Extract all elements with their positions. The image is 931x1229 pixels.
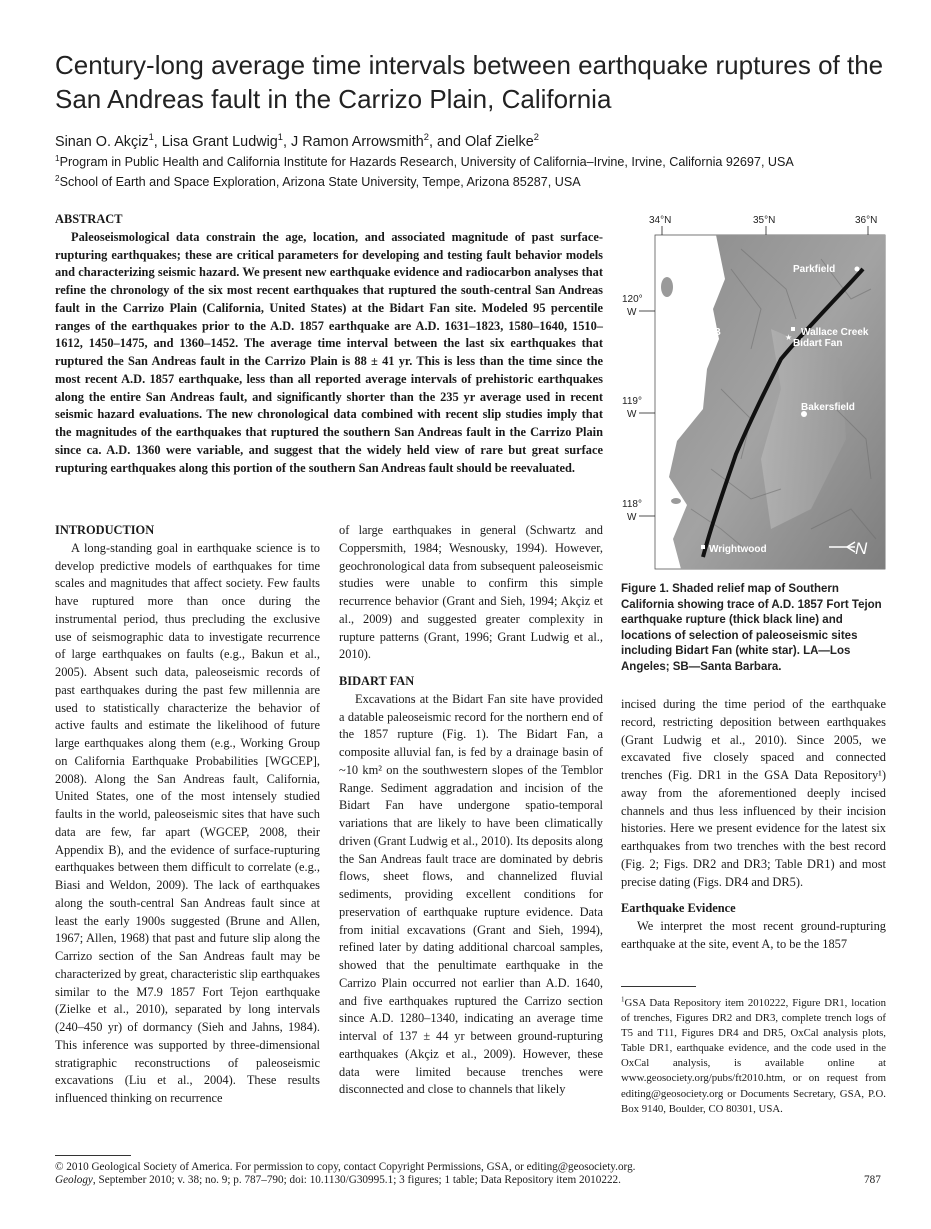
label-wallace-creek: Wallace Creek	[801, 327, 869, 338]
introduction-paragraph-continued: of large earthquakes in general (Schwartz and Coppersmith, 1984; Wesnousky, 1994). However, geochronological data from subsequent paleoseismic studies were unable to confirm this simple recurrence behavior (Grant and Sieh, 1994; Akçiz et al., 2009) and suggested greater complexity in rupture patterns (Grant, 1996; Grant Ludwig et al., 2010).	[339, 523, 603, 662]
lon-dir: W	[627, 307, 637, 318]
column-3	[621, 696, 886, 954]
author-separator: ,	[283, 134, 291, 150]
author-list	[55, 133, 539, 151]
label-bakersfield: Bakersfield	[801, 402, 855, 413]
abstract-text: Paleoseismological data constrain the age, location, and associated magnitude of past surface-rupturing earthquakes; these are critical parameters for developing and testing fault behavior models and characterizing seismic hazard. We present new earthquake evidence and radiocarbon analyses that refine the chronology of the six most recent earthquakes that ruptured the south-central San Andreas fault in the Carrizo Plain (California, United States) at the Bidart Fan site. Modeled 95 percentile ranges of the earthquakes prior to the A.D. 1857 earthquake are A.D. 1631–1823, 1580–1640, 1510–1612, 1450–1475, and 1360–1452. The average time interval between the last six earthquakes that ruptured the San Andreas fault in the Carrizo Plain is 88 ± 41 yr. This is less than the time since the most recent A.D. 1857 earthquake, less than all reported average intervals of prehistoric earthquakes along the entire San Andreas fault, and significantly shorter than the 235 yr average used in recent seismic hazard evaluations. The new chronological data combined with recent slip studies imply that the magnitudes of the earthquakes that ruptured the southern San Andreas fault in the Carrizo Plain since ca. A.D. 1360 were variable, and suggest that the widely held view of rare but great surface rupturing earthquakes along this portion of the southern San Andreas fault should be reevaluated.	[55, 229, 603, 475]
label-los-angeles: LA	[660, 491, 674, 502]
lon-label: 120°	[622, 294, 643, 305]
affiliation-1	[55, 154, 794, 170]
bidart-fan-star-icon: ★	[785, 333, 793, 342]
lon-dir: W	[627, 512, 637, 523]
earthquake-evidence-paragraph: We interpret the most recent ground-rupturing earthquake at the site, event A, to be the 1857	[621, 919, 886, 951]
footnote-text: GSA Data Repository item 2010222, Figure DR1, location of trenches, Figures DR2 and DR3, complete trench logs of T5 and T11, Figures DR4 and DR5, OxCal analysis plots, Table DR1, earthquake evidence, and the code used in the OxCal analysis, is available online at www.geosociety.org/pubs/ft2010.htm, or on request from editing@geosociety.org or Documents Secretary, GSA, P.O. Box 9140, Boulder, CO 80301, USA.	[621, 997, 886, 1115]
abstract-section	[55, 211, 603, 477]
label-parkfield: Parkfield	[793, 264, 836, 275]
author-separator: ,	[153, 134, 162, 150]
article-title: Century-long average time intervals between earthquake ruptures of the San Andreas fault in the Carrizo Plain, California	[55, 50, 884, 114]
column-2	[339, 522, 603, 1099]
lat-label: 35°N	[753, 215, 776, 226]
affiliation-mark: 1	[55, 153, 60, 163]
abstract-heading: ABSTRACT	[55, 212, 123, 226]
lon-label: 118°	[622, 499, 642, 510]
earthquake-evidence-heading: Earthquake Evidence	[621, 901, 736, 916]
lon-label: 119°	[622, 396, 642, 407]
parkfield-marker	[855, 267, 860, 272]
north-label: N	[855, 539, 868, 558]
author-separator: , and	[428, 134, 465, 150]
footnote	[621, 996, 886, 1117]
journal-name: Geology	[55, 1174, 93, 1186]
footer-divider	[55, 1155, 131, 1156]
wrightwood-marker	[701, 545, 705, 549]
wallace-creek-marker	[791, 327, 795, 331]
affiliation-mark: 2	[55, 173, 60, 183]
author-affiliation-mark: 1	[148, 132, 154, 143]
affiliation-text: School of Earth and Space Exploration, Arizona State University, Tempe, Arizona 85287, USA	[59, 175, 581, 189]
introduction-paragraph: A long-standing goal in earthquake science is to develop predictive models of earthquakes for time scales and magnitudes that affect society. Few faults have ruptured more than once during the instrumental period, thus precluding the exclusive use of seismographic data to investigate recurrence of large earthquakes on faults (e.g., Bakun et al., 2005). Absent such data, paleoseismic records of past earthquakes during the past few millennia are used to statistically characterize the behavior of active faults and estimate the likelihood of future large earthquakes along them (e.g., Working Group on California Earthquake Probabilities [WGCEP], 2008). Along the San Andreas fault, California, United States, one of the most intensely studied faults in the world, paleoseismic sites that have such data are few, far apart (WGCEP, 2008, their Appendix B), and the evidence of surface-rupturing earthquakes between them difficult to correlate (e.g., Biasi and Weldon, 2009). The lack of earthquakes along the south-central San Andreas fault since at least the early 1900s suggested (Brune and Allen, 1967; Allen, 1968) that past and future slip along the Carrizo section of the San Andreas fault may be characterized by great, characteristic slip earthquakes similar to the M7.9 1857 Fort Tejon earthquake (Zielke et al., 2010), separated by long intervals (240–450 yr) of dormancy (Sieh and Jahns, 1984). This inference was supported by three-dimensional stratigraphic reconstructions of paleoseismic excavations (Liu et al., 2004). These results influenced thinking on recurrence	[55, 540, 320, 1105]
footnote-mark: 1	[621, 995, 625, 1004]
introduction-section	[55, 522, 320, 1108]
author-name: J Ramon Arrowsmith	[291, 134, 424, 150]
lat-label: 36°N	[855, 215, 878, 226]
bidart-fan-heading: BIDART FAN	[339, 674, 415, 688]
los-angeles-marker	[660, 483, 666, 489]
affiliation-2	[55, 174, 581, 190]
figure-1-map	[621, 209, 886, 579]
footnote-divider	[621, 986, 696, 987]
introduction-heading: INTRODUCTION	[55, 523, 155, 537]
label-bidart-fan: Bidart Fan	[793, 338, 843, 349]
bidart-fan-paragraph: Excavations at the Bidart Fan site have provided a datable paleoseismic record for the northern end of the 1857 rupture (Fig. 1). The Bidart Fan, a composite alluvial fan, is fed by a drainage basin of ~10 km² on the southwestern slopes of the Temblor Range. Sediment aggradation and incision of the Bidart Fan have undergone spatio-temporal variations that are likely to have been climatically driven (Grant Ludwig et al., 2010). Its deposits along the San Andreas fault trace are dominated by debris flows, sheet flows, and channelized fluvial sediments, providing excellent conditions for preservation of earthquake rupture evidence. Data from initial excavations (Grant and Sieh, 1994), refined later by dating additional charcoal samples, showed that the penultimate earthquake in the Carrizo Plain occurred not earlier than A.D. 1640, and five earthquakes ruptured the Carrizo section since A.D. 1280–1340, indicating an average time interval of 137 ± 44 yr between ground-rupturing earthquakes (Akçiz et al., 2009). However, these data were limited because trenches were disconnected and close to channels that likely	[339, 691, 603, 1097]
page-number: 787	[864, 1174, 881, 1186]
author-affiliation-mark: 2	[423, 132, 429, 143]
journal-citation	[55, 1173, 621, 1188]
author-name: Lisa Grant Ludwig	[161, 134, 278, 150]
affiliation-text: Program in Public Health and California Institute for Hazards Research, University of California–Irvine, Irvine, California 92697, USA	[59, 155, 794, 169]
author-affiliation-mark: 2	[533, 132, 539, 143]
author-affiliation-mark: 1	[277, 132, 283, 143]
label-santa-barbara: SB	[707, 327, 721, 338]
figure-1-caption: Figure 1. Shaded relief map of Southern California showing trace of A.D. 1857 Fort Tejon earthquake rupture (thick black line) and locations of selection of paleoseismic sites including Bidart Fan (white star). LA—Los Angeles; SB—Santa Barbara.	[621, 583, 882, 673]
author-name: Olaf Zielke	[464, 134, 534, 150]
lat-label: 34°N	[649, 215, 672, 226]
island	[661, 277, 673, 297]
citation-details: , September 2010; v. 38; no. 9; p. 787–790; doi: 10.1130/G30995.1; 3 figures; 1 table; Data Repository item 2010222.	[92, 1174, 621, 1186]
lon-dir: W	[627, 409, 637, 420]
author-name: Sinan O. Akçiz	[55, 134, 149, 150]
label-wrightwood: Wrightwood	[709, 544, 767, 555]
bidart-fan-paragraph-continued: incised during the time period of the earthquake record, restricting deposition between earthquakes (Grant Ludwig et al., 2010). Since 2005, we excavated five closely spaced and connected trenches (Fig. DR1 in the GSA Data Repository¹) away from the aforementioned deeply incised channels and thus less influenced by their incision histories. Here we present evidence for the latest six earthquakes from two trenches with the best record (Fig. 2; Figs. DR2 and DR3; Table DR1) and most precise dating (Figs. DR4 and DR5).	[621, 697, 886, 889]
copyright-notice: © 2010 Geological Society of America. For permission to copy, contact Copyright Permissions, GSA, or editing@geosociety.org.	[55, 1161, 636, 1173]
